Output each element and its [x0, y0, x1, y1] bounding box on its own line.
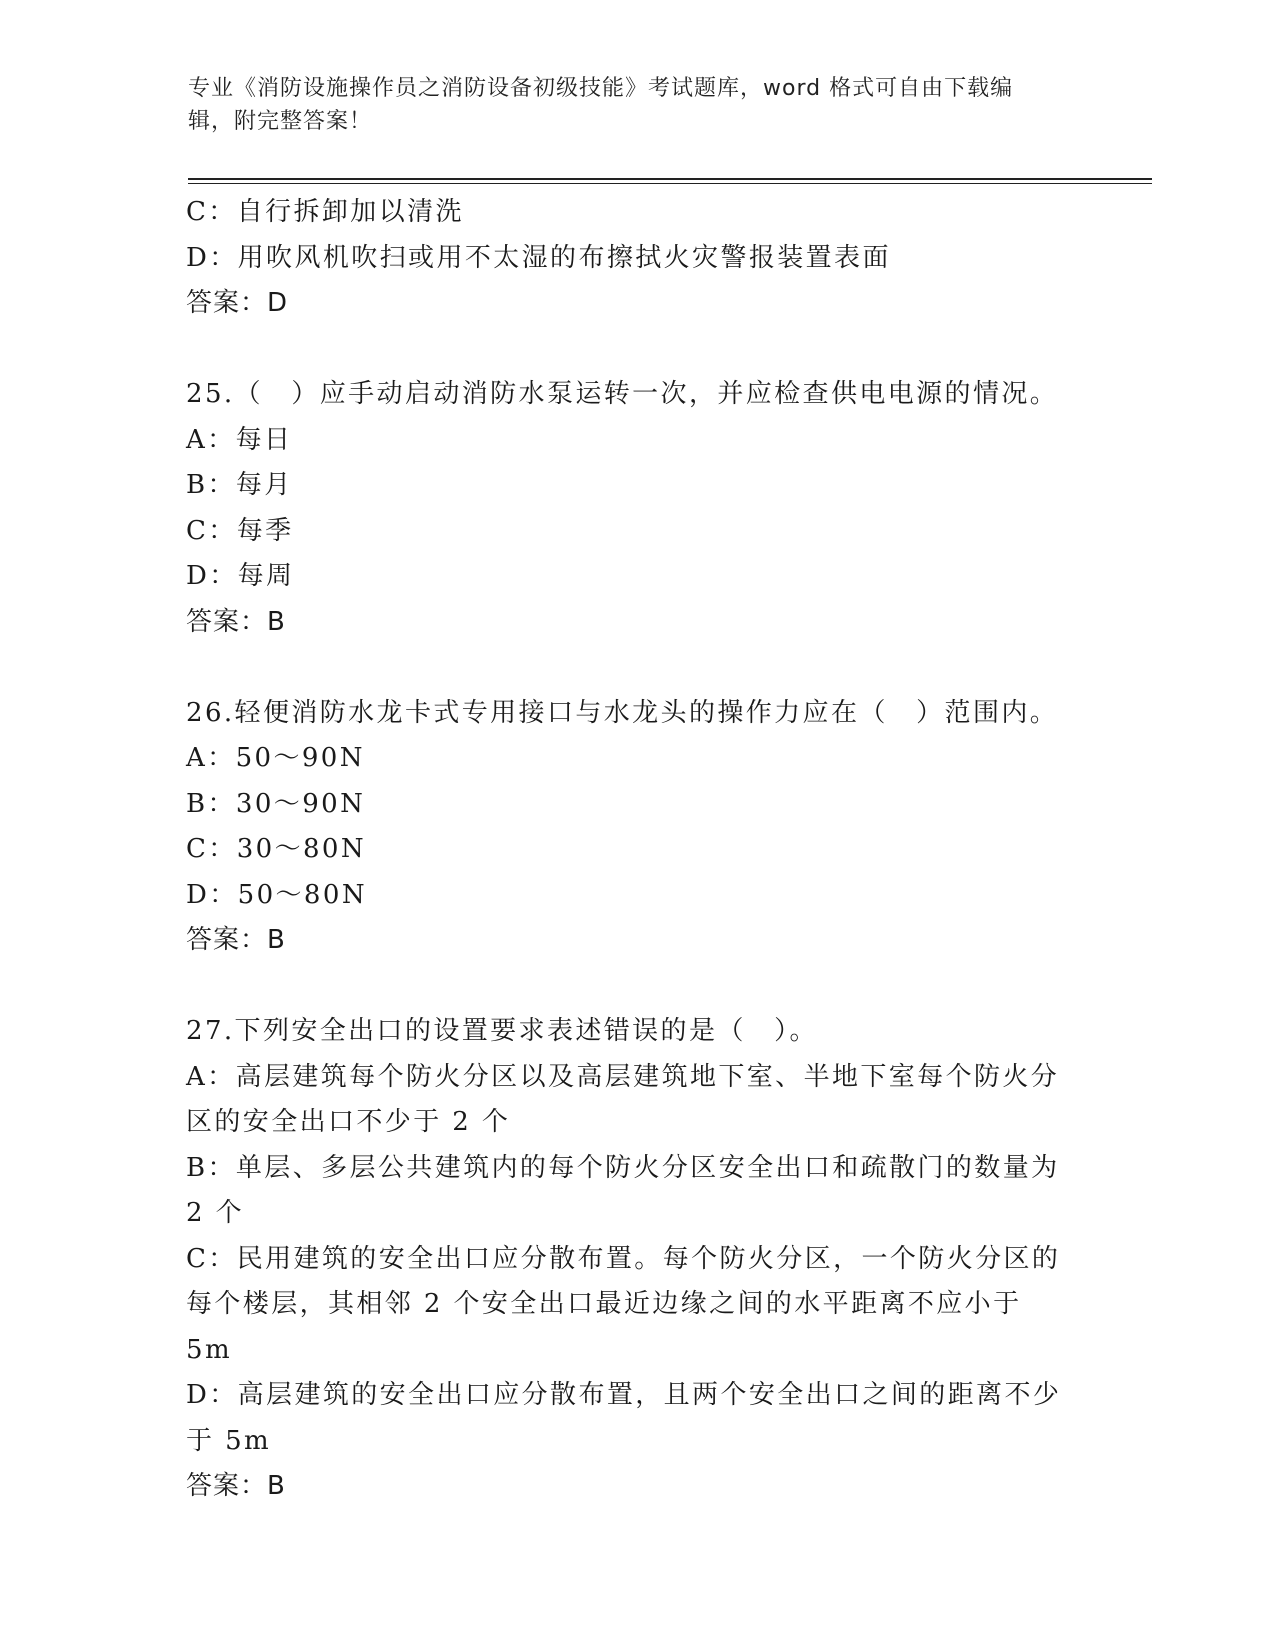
option-c: C：自行拆卸加以清洗 [186, 197, 464, 227]
option-c: C：每季 [186, 515, 294, 546]
question-stem: 25.（ ）应手动启动消防水泵运转一次，并应检查供电电源的情况。 [186, 379, 1059, 409]
option-a: A：每日 [186, 424, 293, 455]
answer: 答案：D [186, 288, 289, 318]
header-line-2: 辑，附完整答案！ [188, 109, 373, 134]
header-divider-thick [188, 178, 1152, 180]
question-24 [186, 190, 1086, 327]
option-b: B：每月 [186, 470, 293, 500]
answer: 答案：B [186, 925, 286, 955]
question-27 [186, 1009, 1086, 1510]
question-list [186, 190, 1086, 1510]
option-b: B：30～90N [186, 788, 366, 819]
question-26 [186, 691, 1086, 964]
option-c: C：民用建筑的安全出口应分散布置。每个防火分区，一个防火分区的每个楼层，其相邻 2 个安全出口最近边缘之间的水平距离不应小于 5m [186, 1243, 1061, 1365]
spacer [186, 645, 1086, 691]
option-a: A：50～90N [186, 743, 365, 773]
option-c: C：30～80N [186, 834, 367, 864]
spacer [186, 327, 1086, 373]
option-b: B：单层、多层公共建筑内的每个防火分区安全出口和疏散门的数量为 2 个 [186, 1152, 1060, 1228]
option-d: D：50～80N [186, 879, 367, 910]
answer: 答案：B [186, 606, 286, 637]
option-d: D：用吹风机吹扫或用不太湿的布擦拭火灾警报装置表面 [186, 242, 891, 273]
option-a: A：高层建筑每个防火分区以及高层建筑地下室、半地下室每个防火分区的安全出口不少于 2 个 [186, 1061, 1060, 1137]
header-divider-thin [188, 183, 1152, 184]
question-25 [186, 372, 1086, 645]
question-stem: 27.下列安全出口的设置要求表述错误的是（ ）。 [186, 1016, 818, 1046]
header-line-1: 专业《消防设施操作员之消防设备初级技能》考试题库，word 格式可自由下载编 [188, 76, 1014, 101]
document-header [188, 72, 1068, 138]
spacer [186, 964, 1086, 1010]
answer: 答案：B [186, 1471, 286, 1501]
question-stem: 26.轻便消防水龙卡式专用接口与水龙头的操作力应在（ ）范围内。 [186, 697, 1059, 728]
option-d: D：高层建筑的安全出口应分散布置，且两个安全出口之间的距离不少于 5m [186, 1380, 1062, 1456]
option-d: D：每周 [186, 561, 295, 591]
